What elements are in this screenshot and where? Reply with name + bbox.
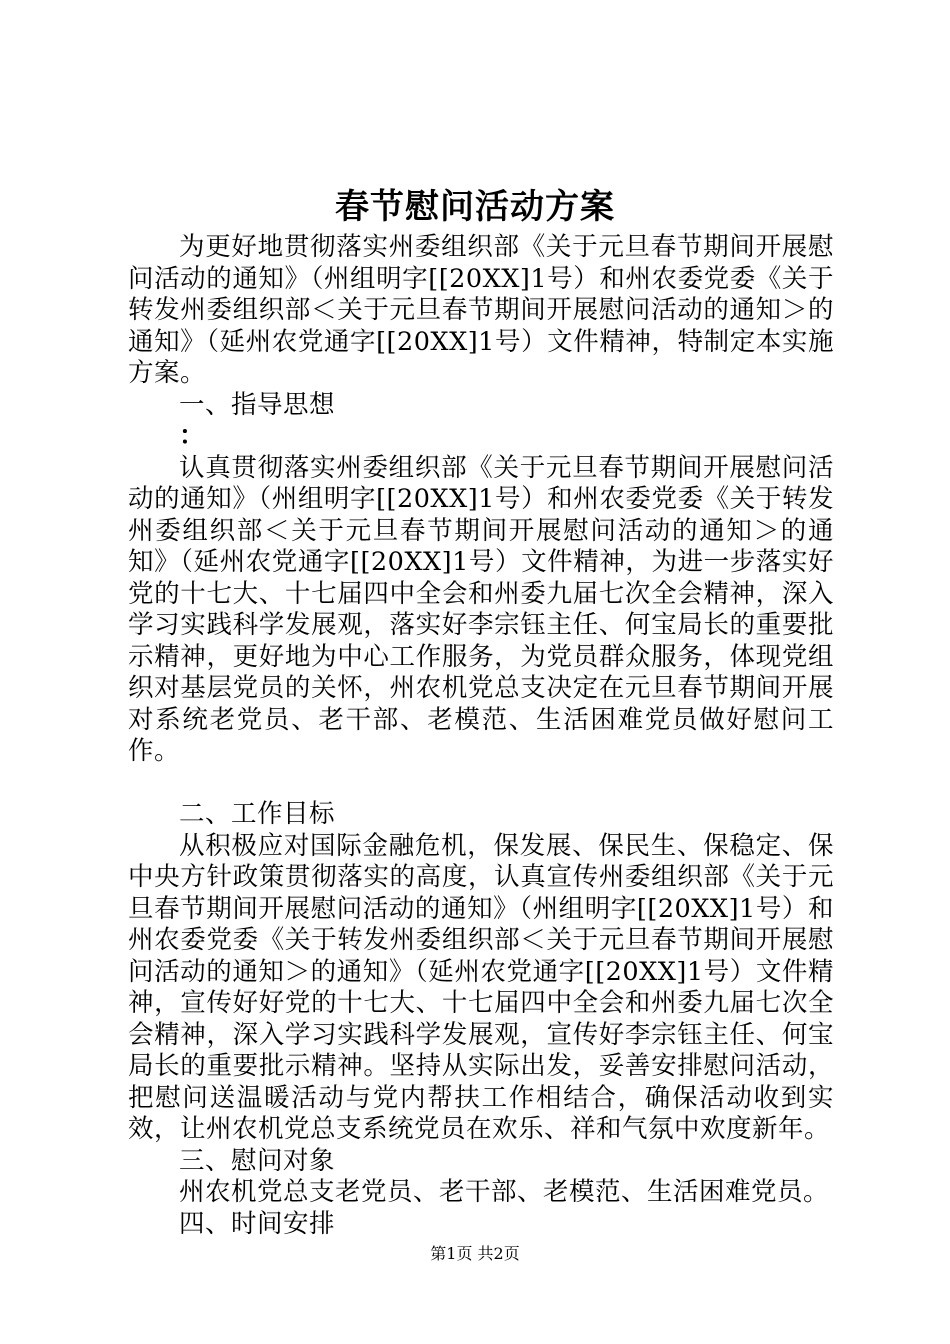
recipients-paragraph: 州农机党总支老党员、老干部、老模范、生活困难党员。 [179,1177,830,1207]
document-title: 春节慰问活动方案 [335,187,615,227]
intro-paragraph: 为更好地贯彻落实州委组织部《关于元旦春节期间开展慰问活动的通知》（州组明字[[20XX]1号）和州农委党委《关于转发州委组织部＜关于元旦春节期间开展慰问活动的通知＞的通知》（延州农党通字[[20XX]1号）文件精神，特制定本实施方案。 [128,232,834,388]
section-heading-schedule: 四、时间安排 [179,1208,336,1239]
page-footer: 第1页 共2页 [430,1244,520,1263]
section-heading-work-goals: 二、工作目标 [179,799,336,829]
paragraph-spacer [128,768,834,800]
work-goals-paragraph: 从积极应对国际金融危机，保发展、保民生、保稳定、保中央方针政策贯彻落实的高度，认真宣传州委组织部《关于元旦春节期间开展慰问活动的通知》（州组明字[[20XX]1号）和州农委党委《关于转发州委组织部＜关于元旦春节期间开展慰问活动的通知＞的通知》（延州农党通字[[20XX]1号）文件精神，宣传好好党的十七大、十七届四中全会和州委九届七次全会精神，深入学习实践科学发展观，宣传好李宗钰主任、何宝局长的重要批示精神。坚持从实际出发，妥善安排慰问活动，把慰问送温暖活动与党内帮扶工作相结合，确保活动收到实效，让州农机党总支系统党员在欢乐、祥和气氛中欢度新年。 [128,830,834,1144]
section-heading-recipients: 三、慰问对象 [179,1145,336,1176]
guiding-ideology-paragraph: 认真贯彻落实州委组织部《关于元旦春节期间开展慰问活动的通知》（州组明字[[20XX]1号）和州农委党委《关于转发州委组织部＜关于元旦春节期间开展慰问活动的通知＞的通知》（延州农党通字[[20XX]1号）文件精神，为进一步落实好党的十七大、十七届四中全会和州委九届七次全会精神，深入学习实践科学发展观，落实好李宗钰主任、何宝局长的重要批示精神，更好地为中心工作服务，为党员群众服务，体现党组织对基层党员的关怀，州农机党总支决定在元旦春节期间开展对系统老党员、老干部、老模范、生活困难党员做好慰问工作。 [128,452,834,766]
section-colon: ： [179,421,206,451]
section-heading-guiding-ideology: 一、指导思想 [179,389,336,420]
document-body [128,232,834,1240]
